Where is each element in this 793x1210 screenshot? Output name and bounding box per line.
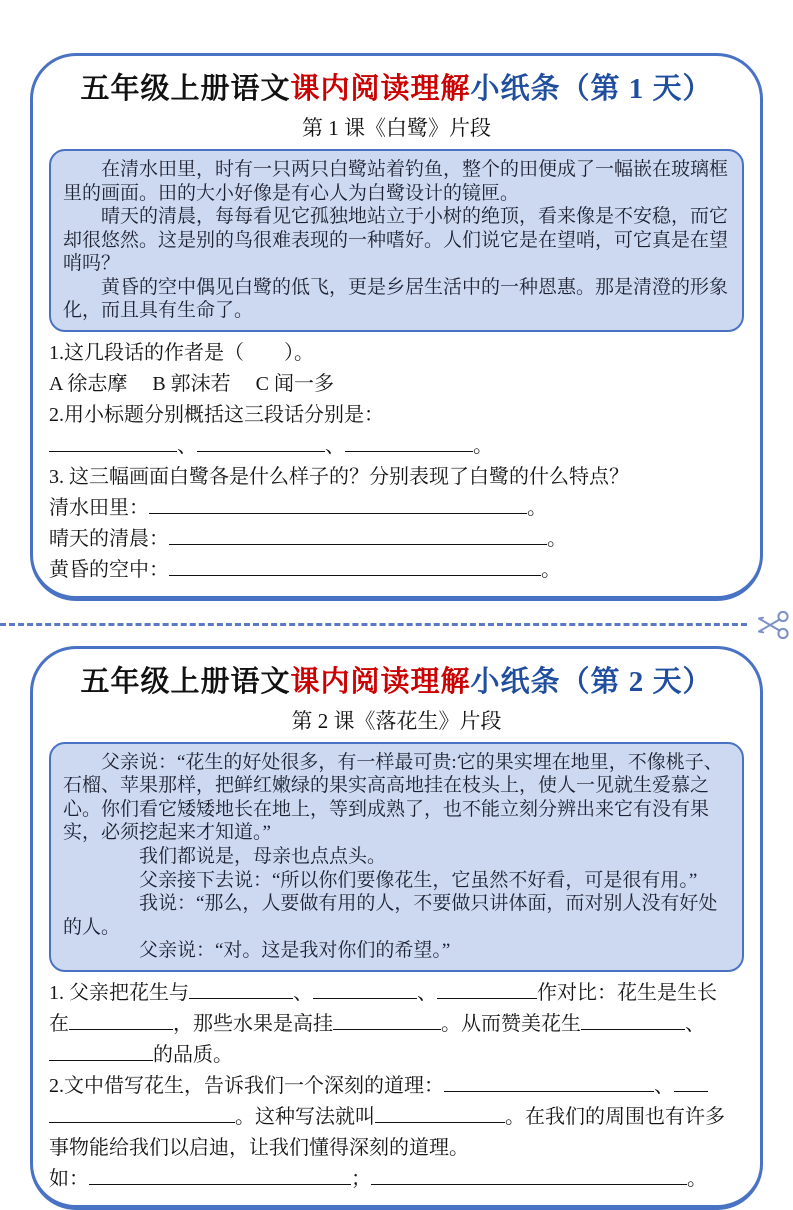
question-text: ； bbox=[351, 1167, 371, 1190]
title-part-black: 五年级上册语文 bbox=[80, 73, 291, 105]
question-text: 。 bbox=[527, 496, 547, 519]
question-line bbox=[49, 462, 744, 493]
worksheet-card-day1 bbox=[30, 53, 763, 601]
question-text: 、 bbox=[654, 1074, 674, 1097]
question-line bbox=[49, 1102, 744, 1133]
answer-blank[interactable] bbox=[333, 1009, 441, 1030]
question-text: 如： bbox=[49, 1167, 89, 1190]
dashed-cut-line bbox=[0, 623, 747, 626]
title-part-blue: 小纸条（第 1 天） bbox=[470, 73, 713, 105]
title-part-red: 课内阅读理解 bbox=[290, 73, 471, 105]
question-text: 2.用小标题分别概括这三段话分别是： bbox=[49, 403, 384, 426]
scissors-icon bbox=[755, 608, 791, 642]
answer-blank[interactable] bbox=[197, 431, 325, 452]
passage-box bbox=[49, 149, 744, 332]
question-text: A 徐志摩 B 郭沫若 C 闻一多 bbox=[49, 372, 335, 395]
question-line bbox=[49, 1071, 744, 1102]
question-text: 2.文中借写花生，告诉我们一个深刻的道理： bbox=[49, 1074, 444, 1097]
question-text: 、 bbox=[177, 434, 197, 457]
question-text: 。 bbox=[547, 527, 567, 550]
question-text: 的品质。 bbox=[153, 1043, 233, 1066]
lesson-subtitle: 第 2 课《落花生》片段 bbox=[291, 708, 502, 733]
question-line bbox=[49, 524, 744, 555]
question-text: 3. 这三幅画面白鹭各是什么样子的？分别表现了白鹭的什么特点？ bbox=[49, 465, 629, 488]
card-title bbox=[49, 659, 744, 700]
question-line bbox=[49, 431, 744, 462]
passage-paragraph: 黄昏的空中偶见白鹭的低飞，更是乡居生活中的一种恩惠。那是清澄的形象化，而且具有生命了。 bbox=[63, 276, 729, 322]
question-text: 作对比：花生是生长 bbox=[537, 981, 717, 1004]
question-text: 。 bbox=[473, 434, 493, 457]
lesson-subtitle: 第 1 课《白鹭》片段 bbox=[302, 116, 491, 140]
question-text: 。 bbox=[687, 1167, 707, 1190]
question-text: 。从而赞美花生 bbox=[441, 1012, 581, 1035]
question-line bbox=[49, 338, 744, 369]
answer-blank[interactable] bbox=[313, 978, 417, 999]
passage-paragraph: 在清水田里，时有一只两只白鹭站着钓鱼，整个的田便成了一幅嵌在玻璃框里的画面。田的大小好像是有心人为白鹭设计的镜匣。 bbox=[63, 159, 729, 204]
question-text: 。这种写法就叫 bbox=[235, 1105, 375, 1128]
title-part-red: 课内阅读理解 bbox=[290, 665, 471, 698]
passage-paragraph: 我说：“那么，人要做有用的人，不要做只讲体面，而对别人没有好处的人。 bbox=[63, 893, 718, 938]
answer-blank[interactable] bbox=[89, 1164, 351, 1185]
passage-box bbox=[49, 742, 744, 972]
question-text: 清水田里： bbox=[49, 496, 149, 519]
question-line bbox=[49, 1133, 744, 1164]
answer-blank[interactable] bbox=[371, 1164, 687, 1185]
question-text: 1. 父亲把花生与 bbox=[49, 981, 189, 1004]
question-text: 、 bbox=[417, 981, 437, 1004]
question-text: 。在我们的周围也有许多 bbox=[505, 1105, 725, 1128]
question-text: 黄昏的空中： bbox=[49, 558, 169, 581]
question-text: 、 bbox=[325, 434, 345, 457]
answer-blank[interactable] bbox=[444, 1071, 654, 1092]
answer-blank[interactable] bbox=[149, 493, 527, 514]
answer-blank[interactable] bbox=[345, 431, 473, 452]
question-text: 、 bbox=[293, 981, 313, 1004]
title-part-black: 五年级上册语文 bbox=[80, 665, 291, 698]
question-line bbox=[49, 1164, 744, 1195]
worksheet-card-day2 bbox=[30, 646, 763, 1210]
passage-paragraph: 父亲说：“对。这是我对你们的希望。” bbox=[139, 940, 451, 962]
question-text: 、 bbox=[685, 1012, 705, 1035]
cut-line bbox=[0, 613, 793, 635]
passage-paragraph: 父亲接下去说：“所以你们要像花生，它虽然不好看，可是很有用。” bbox=[139, 869, 698, 891]
answer-blank[interactable] bbox=[69, 1009, 173, 1030]
answer-blank[interactable] bbox=[437, 978, 537, 999]
question-text: ，那些水果是高挂 bbox=[173, 1012, 333, 1035]
answer-blank[interactable] bbox=[189, 978, 293, 999]
answer-blank[interactable] bbox=[674, 1071, 708, 1092]
answer-blank[interactable] bbox=[581, 1009, 685, 1030]
answer-blank[interactable] bbox=[49, 1040, 153, 1061]
question-text: 事物能给我们以启迪，让我们懂得深刻的道理。 bbox=[49, 1136, 469, 1159]
passage-paragraph: 我们都说是，母亲也点点头。 bbox=[139, 846, 387, 868]
answer-blank[interactable] bbox=[49, 1102, 235, 1123]
question-text: 晴天的清晨： bbox=[49, 527, 169, 550]
card-title bbox=[49, 66, 744, 107]
question-text: 。 bbox=[541, 558, 561, 581]
question-line bbox=[49, 493, 744, 524]
question-line bbox=[49, 1009, 744, 1040]
question-line bbox=[49, 555, 744, 586]
answer-blank[interactable] bbox=[169, 524, 547, 545]
question-line bbox=[49, 369, 744, 400]
question-section bbox=[49, 978, 744, 1195]
question-line bbox=[49, 978, 744, 1009]
question-section bbox=[49, 338, 744, 586]
passage-paragraph: 晴天的清晨，每每看见它孤独地站立于小树的绝顶，看来像是不安稳，而它却很悠然。这是别的鸟很难表现的一种嗜好。人们说它是在望哨，可它真是在望哨吗？ bbox=[63, 206, 729, 275]
answer-blank[interactable] bbox=[375, 1102, 505, 1123]
answer-blank[interactable] bbox=[49, 431, 177, 452]
question-line bbox=[49, 400, 744, 431]
question-line bbox=[49, 1040, 744, 1071]
question-text: 1.这几段话的作者是（ ）。 bbox=[49, 341, 314, 364]
question-text: 在 bbox=[49, 1012, 69, 1035]
passage-paragraph: 父亲说：“花生的好处很多，有一样最可贵:它的果实埋在地里，不像桃子、石榴、苹果那样，把鲜红嫩绿的果实高高地挂在枝头上，使人一见就生爱慕之心。你们看它矮矮地长在地上，等到成熟了，也不能立刻分辨出来它有没有果实，必须挖起来才知道。” bbox=[63, 751, 723, 844]
title-part-blue: 小纸条（第 2 天） bbox=[470, 665, 713, 698]
answer-blank[interactable] bbox=[169, 555, 541, 576]
